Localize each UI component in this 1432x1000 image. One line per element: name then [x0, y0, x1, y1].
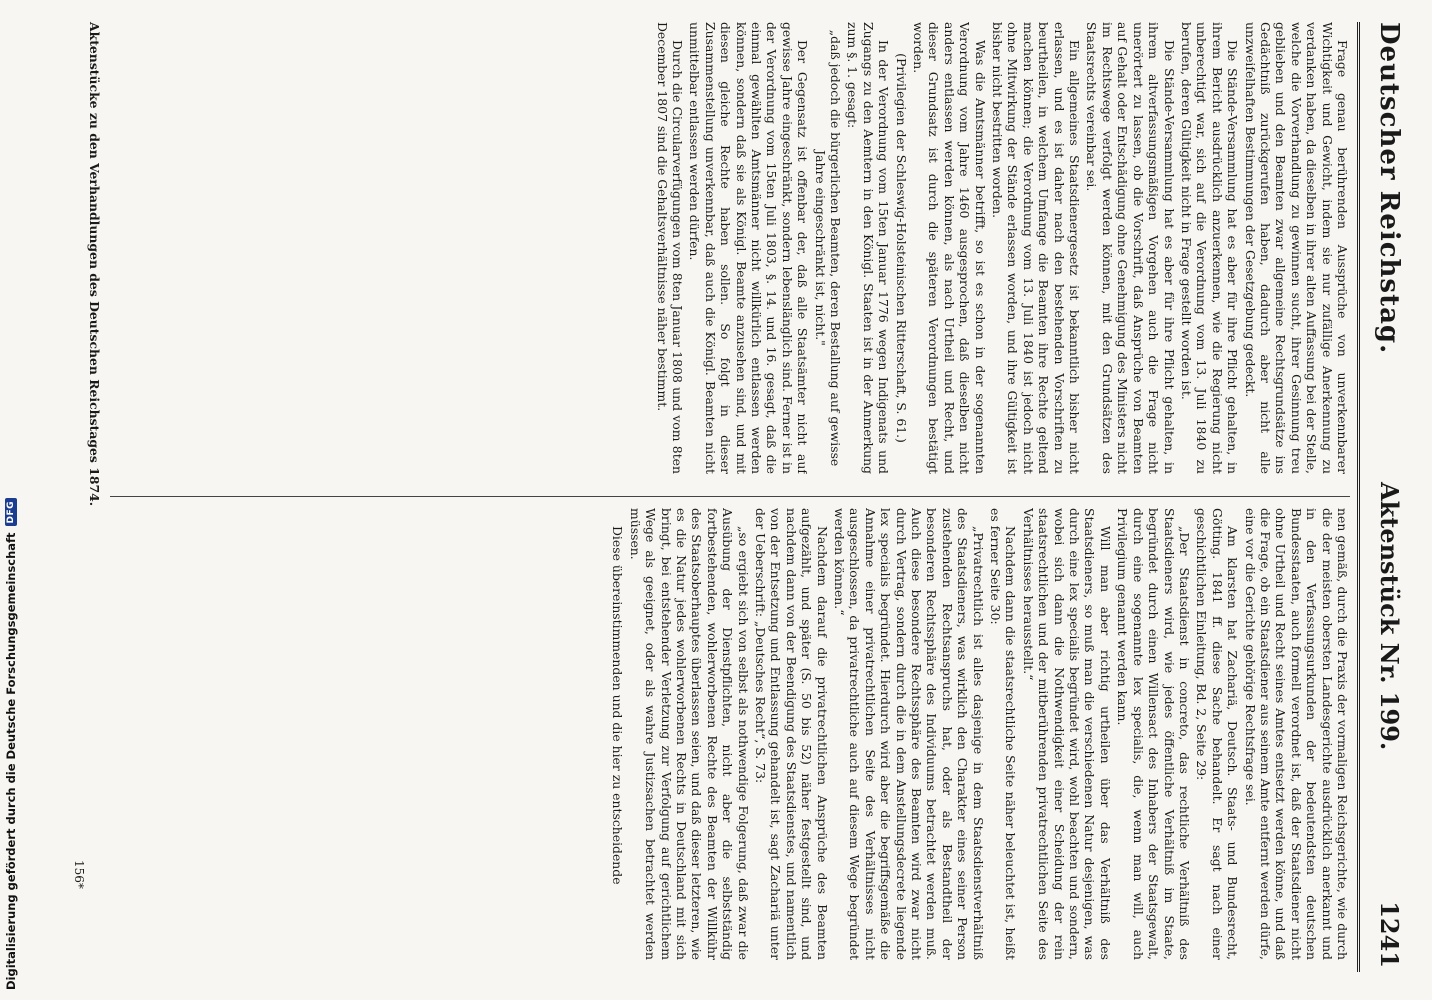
paragraph: Nachdem dann die staatsrechtliche Seite näher beleuchtet ist, heißt es ferner Seite 30: [988, 508, 1019, 960]
dfg-logo-icon: DFG [5, 498, 17, 527]
column-right [110, 508, 1350, 960]
quotation: „Der Staatsdienst in concreto, das rechtliche Verhältniß des Staatsdieners wird, wie jedes öffentliche Verhältniß im Staate, begründet durch einen Willensact des Inhabers der Staatsgewalt, durch eine sogenannte lex specialis, die, wenn man will, auch Privilegium genannt werden kann. [1115, 508, 1192, 960]
paragraph: Der Gegensatz ist offenbar der, daß alle Staatsämter nicht auf gewisse Jahre eingeschränkt, sondern lebenslänglich sind. Ferner ist in der Verordnung vom 15ten Juli 1803, §. 14. und 16. gesagt, daß die einmal gewählten Amtsmänner nicht willkürlich entlassen werden können, sondern daß sie als Königl. Beamte anzusehen sind, und mit diesen gleiche Rechte haben sollen. So folgt in dieser Zusammenstellung unverkennbar, daß auch die Königl. Beamten nicht unmittelbar entlassen werden dürfen. [687, 22, 811, 474]
paragraph: nen gemäß, durch die Praxis der vormaligen Reichsgerichte, wie durch die der meisten obersten Landesgerichte ausdrücklich anerkannt und in den Verfassungsurkunden der bedeutendsten deutschen Bundesstaaten, auch formell verordnet ist, daß der Staatsdiener nicht ohne Urtheil und Recht seines Amtes entsetzt werden könne, und daß die Frage, ob ein Staatsdiener aus seinem Amte entfernt werden dürfe, eine vor die Gerichte gehörige Rechtsfrage sei. [1242, 508, 1350, 960]
quotation: „daß jedoch die bürgerlichen Beamten, deren Bestallung auf gewisse Jahre eingeschränkt ist, nicht." [812, 29, 843, 467]
paragraph: In der Verordnung vom 15ten Januar 1776 wegen Indigenats und Zugangs zu den Aemtern in den Königl. Staaten ist in der Anmerkung zum §. 1. gesagt: [845, 22, 892, 474]
digitization-credit [4, 498, 18, 990]
paragraph: Will man aber richtig urtheilen über das Verhältniß des Staatsdieners, so muß man die verschiedenen Natur desjenigen, was durch eine lex specialis begründet wird, wohl beachten und sondern, wobei sich dann die Nothwendigkeit einer Scheidung der rein staatsrechtlichen und der mitberührenden privatrechtlichen Seite des Verhältnisses herausstellt.“ [1020, 508, 1113, 960]
paragraph: Diese übereinstimmenden und die hier zu entscheidende [610, 526, 626, 885]
header-document-number: Aktenstück Nr. 199. [1375, 482, 1404, 751]
paragraph: Die Stände-Versammlung hat es aber für ihre Pflicht gehalten, in ihrem altverfassungsmäßigen Vorgehen auch die Frage nicht unerörtert zu lassen, ob die Vorschrift, daß Ansprüche von Beamten auf Gehalt oder Entschädigung ohne Genehmigung des Ministers nicht im Rechtswege verfolgt werden können, mit den Grundsätzen des Staatsrechts vereinbar sei. [1084, 22, 1177, 474]
paragraph: Durch die Circularverfügungen vom 8ten Januar 1808 und vom 8ten December 1807 sind die Gehaltsverhältnisse näher bestimmt. [654, 22, 685, 474]
header-publication-title: Deutscher Reichstag. [1374, 22, 1404, 355]
quotation: „so ergiebt sich von selbst als nothwendige Folgerung, daß zwar die Ausübung der Dienstpflichten, nicht aber die selbstständig fortbestehenden, wohlerworbenen Rechte des Beamten der Willkühr des Staatsoberhauptes überlassen seien, und daß dieser letzteren, wie es die Natur jedes wohlerworbenen Rechts in Deutschland mit sich bringt, bei entstehender Verletzung zur Verfolgung auf gerichtlichem Wege als geeignet, oder als wahre Justizsachen betrachtet werden müssen. [627, 508, 751, 960]
citation: (Privilegien der Schleswig-Holsteinischen Ritterschaft, S. 61.) [893, 53, 909, 443]
column-left [110, 22, 1350, 474]
paragraph: Nachdem darauf die privatrechtlichen Ansprüche des Beamten aufgezählt, und später (S. 50 bis 52) näher festgestellt sind, und nachdem dann von der Beendigung des Staatsdienstes, und namentlich von der Entsetzung und Entlassung gehandelt ist, sagt Zachariä unter der Ueberschrift: „Deutsches Recht“, S. 73: [752, 508, 830, 960]
page-header [1357, 22, 1404, 972]
quotation: „Privatrechtlich ist alles dasjenige in dem Staatsdienstverhältniß des Staatsdieners, was wirklich den Charakter eines seiner Person zustehenden Rechtsanspruchs hat, oder als Bestandtheil der besonderen Rechtssphäre des Individuums betrachtet werden muß. Auch diese besondere Rechtssphäre des Beamten wird zwar nicht durch Vertrag, sondern durch die in dem Anstellungsdecrete liegende lex specialis begründet. Hierdurch wird aber die begriffsgemäße die Annahme einer privatrechtlichen Seite des Verhältnisses nicht ausgeschlossen, da privatrechtliche auch auf diesem Wege begründet werden können.“ [832, 508, 986, 960]
signature-mark: 156* [72, 860, 86, 889]
column-divider [110, 496, 1350, 497]
footer-publication-note: Aktenstücke zu den Verhandlungen des Deutschen Reichstages 1874. [87, 22, 102, 507]
paragraph: Die Stände-Versammlung hat es aber für ihre Pflicht gehalten, in ihrem Bericht ausdrücklich anzuerkennen, wie die Regierung nicht unberechtigt war, sich auf die Verordnung vom 13. Juli 1840 zu berufen, deren Gültigkeit nicht in Frage gestellt worden ist. [1178, 22, 1241, 474]
credit-text: Digitalisierung gefördert durch die Deutsche Forschungsgemeinschaft [4, 532, 18, 990]
header-page-number: 1241 [1375, 901, 1404, 968]
paragraph: Was die Amtsmänner betrifft, so ist es schon in der sogenannten Verordnung vom Jahre 1460 ausgesprochen, daß dieselben nicht anders entlassen werden können, als nach Urtheil und Recht, und dieser Grundsatz ist durch die späteren Verordnungen bestätigt worden. [911, 22, 988, 474]
paragraph: Frage genau berührenden Aussprüche von unverkennbarer Wichtigkeit und Gewicht, indem sie nur zufällige Anerkennung zu verdanken haben, da dieselben in ihrer alten Auffassung bei der Stelle, welche die Vorverhandlung zu gewinnen sucht, ihrer Gesinnung treu geblieben und den Beamten zwar allgemeine Rechtsgrundsätze ins Gedächtniß zurückgerufen haben, dadurch aber nicht alle unzweifelhaften Bestimmungen der Gesetzgebung gedeckt. [1242, 22, 1350, 474]
paragraph: Ein allgemeines Staatsdienergesetz ist bekanntlich bisher nicht erlassen, und es ist daher nach den bestehenden Vorschriften zu beurtheilen, in welchem Umfange die Beamten ihre Rechte geltend machen können; die Verordnung vom 13. Juli 1840 ist jedoch nicht ohne Mitwirkung der Stände erlassen worden, und ihre Gültigkeit ist bisher nicht bestritten worden. [990, 22, 1083, 474]
text-columns [110, 22, 1350, 972]
paragraph: Am klarsten hat Zachariä, Deutsch. Staats- und Bundesrecht, Götting. 1841 ff. diese Sache behandelt. Er sagt nach einer geschichtlichen Einleitung, Bd. 2, Seite 29: [1194, 508, 1241, 960]
